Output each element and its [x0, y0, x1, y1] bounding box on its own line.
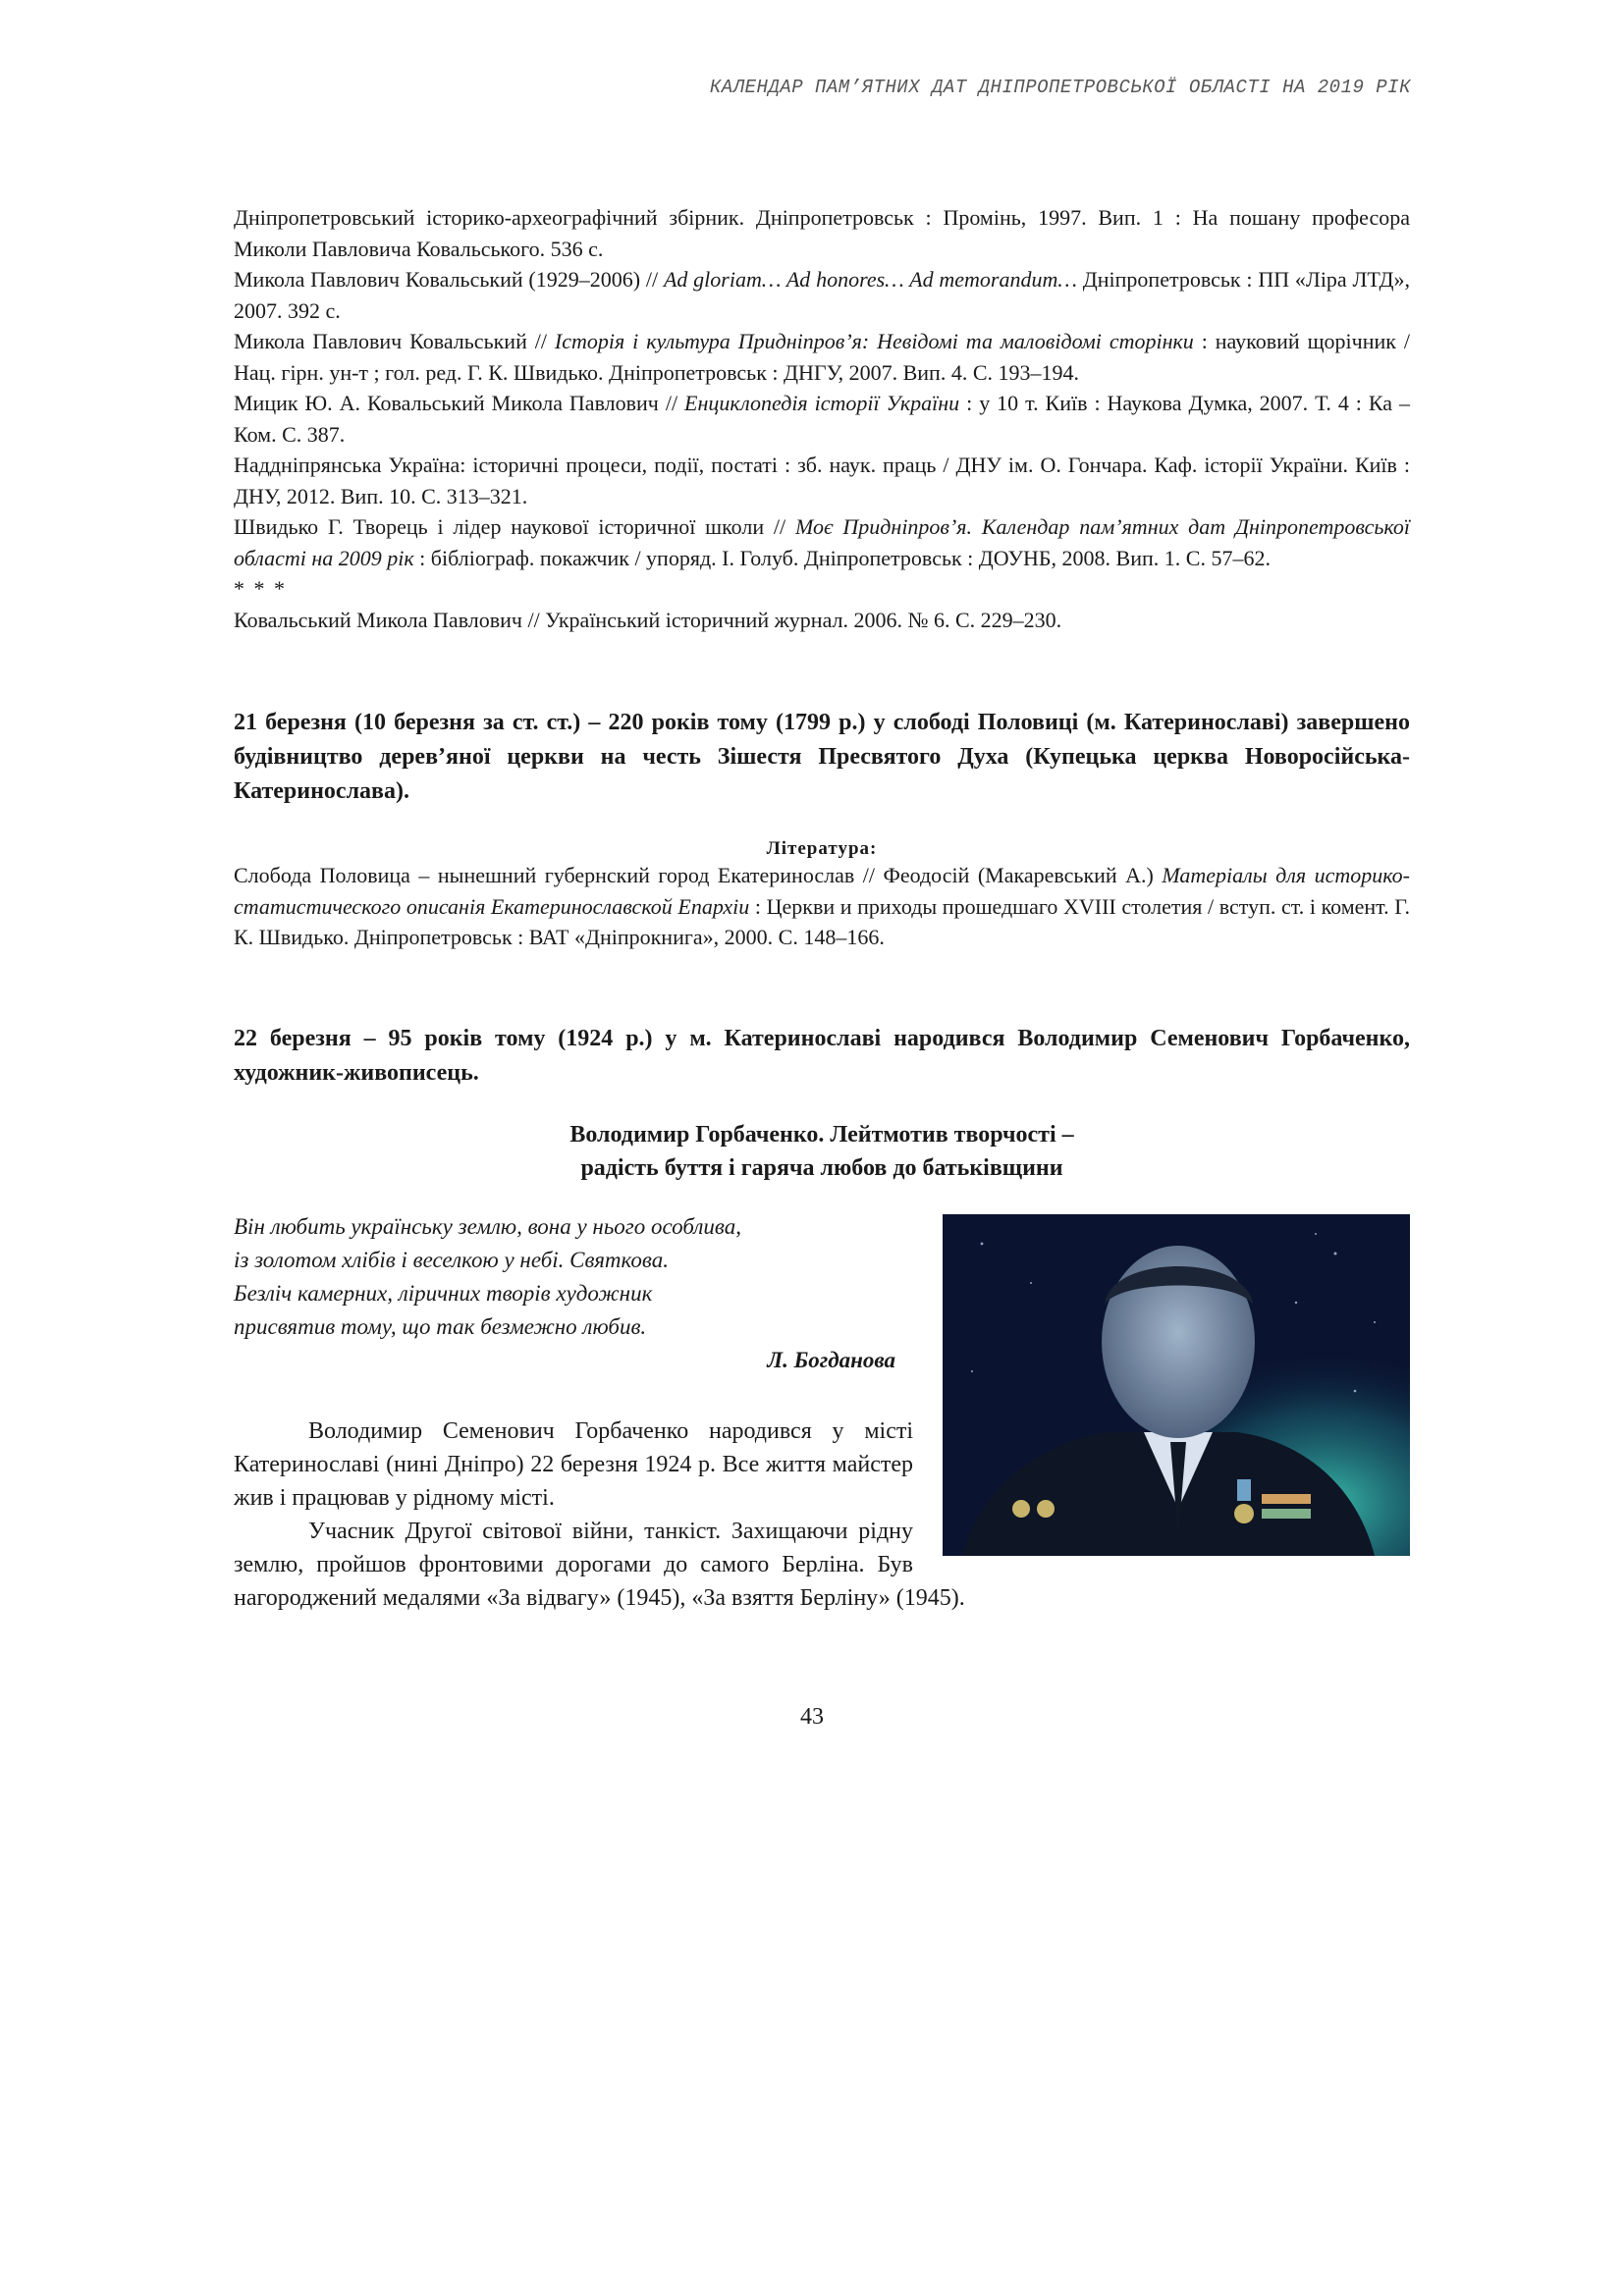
- section-separator: * * *: [234, 576, 287, 601]
- poem-author: Л. Богданова: [767, 1347, 895, 1372]
- portrait-illustration: [943, 1214, 1410, 1556]
- body-paragraph: Володимир Семенович Горбаченко народився у місті Катеринославі (нині Дніпро) 22 березня 1924 р. Все життя майстер жив і працював у рідному місті.: [234, 1417, 913, 1511]
- portrait-photo: [943, 1214, 1410, 1556]
- literature-list: [234, 860, 1410, 953]
- body-paragraph: Учасник Другої світової війни, танкіст. Захищаючи рідну землю, пройшов фронтовими дорогами до самого Берліна. Був нагороджений медалями «За відвагу» (1945), «За взяття Берліну» (1945).: [234, 1518, 965, 1611]
- poem-line: Безліч камерних, ліричних творів художник: [234, 1280, 653, 1306]
- page-content: [234, 202, 1410, 1615]
- bibliography-entry: Мицик Ю. А. Ковальський Микола Павлович // Енциклопедія історії України : у 10 т. Київ : Наукова Думка, 2007. Т. 4 : Ка – Ком. С. 387.: [234, 391, 1410, 447]
- literature-heading: Література:: [766, 838, 878, 859]
- poem-line: із золотом хлібів і веселкою у небі. Святкова.: [234, 1247, 669, 1272]
- article-body: [234, 1210, 1410, 1615]
- bibliography-entry-extra: Ковальський Микола Павлович // Український історичний журнал. 2006. № 6. С. 229–230.: [234, 607, 1062, 632]
- poem-line: присвятив тому, що так безмежно любив.: [234, 1313, 647, 1339]
- page-number: 43: [800, 1704, 824, 1730]
- bibliography-entry: Микола Павлович Ковальський (1929–2006) // Ad gloriam… Ad honores… Ad memorandum… Дніпропетровськ : ПП «Ліра ЛТД», 2007. 392 с.: [234, 267, 1410, 323]
- event-heading-2: 22 березня – 95 років тому (1924 р.) у м. Катеринославі народився Володимир Семенович Горбаченко, художник-живописець.: [234, 1025, 1410, 1086]
- bibliography-list: [234, 202, 1410, 635]
- literature-entry: Слобода Половица – нынешний губернский город Екатеринослав // Феодосій (Макаревський А.) Матеріалы для историко-статистического описанія Екатеринославской Епархіи : Церкви и приходы прошедшаго XVIII столетия / вступ. ст. і комент. Г. К. Швидько. Дніпропетровськ : ВАТ «Дніпрокнига», 2000. С. 148–166.: [234, 863, 1410, 949]
- poem-line: Він любить українську землю, вона у нього особлива,: [234, 1213, 741, 1239]
- bibliography-entry: Швидько Г. Творець і лідер наукової історичної школи // Моє Придніпров’я. Календар пам’ятних дат Дніпропетровської області на 2009 рік : бібліограф. покажчик / упоряд. І. Голуб. Дніпропетровськ : ДОУНБ, 2008. Вип. 1. С. 57–62.: [234, 514, 1410, 570]
- bibliography-entry: Микола Павлович Ковальський // Історія і культура Придніпров’я: Невідомі та маловідомі сторінки : науковий щорічник / Нац. гірн. ун-т ; гол. ред. Г. К. Швидько. Дніпропетровськ : ДНГУ, 2007. Вип. 4. С. 193–194.: [234, 329, 1411, 385]
- article-title-line-2: радість буття і гаряча любов до батьківщини: [580, 1154, 1063, 1181]
- event-heading-1: 21 березня (10 березня за ст. ст.) – 220 років тому (1799 р.) у слободі Половиці (м. Катеринославі) завершено будівництво дерев’яної церкви на честь Зішестя Пресвятого Духа (Купецька церква Новоросійська-Катеринослава).: [234, 710, 1410, 804]
- running-header: КАЛЕНДАР ПАМ’ЯТНИХ ДАТ ДНІПРОПЕТРОВСЬКОЇ ОБЛАСТІ НА 2019 РІК: [709, 77, 1411, 98]
- article-title-line-1: Володимир Горбаченко. Лейтмотив творчості –: [569, 1121, 1074, 1148]
- bibliography-entry: Дніпропетровський історико-археографічний збірник. Дніпропетровськ : Промінь, 1997. Вип. 1 : На пошану професора Миколи Павловича Ковальського. 536 с.: [234, 205, 1410, 261]
- bibliography-entry: Наддніпрянська Україна: історичні процеси, події, постаті : зб. наук. праць / ДНУ ім. О. Гончара. Каф. історії України. Київ : ДНУ, 2012. Вип. 10. С. 313–321.: [234, 453, 1410, 508]
